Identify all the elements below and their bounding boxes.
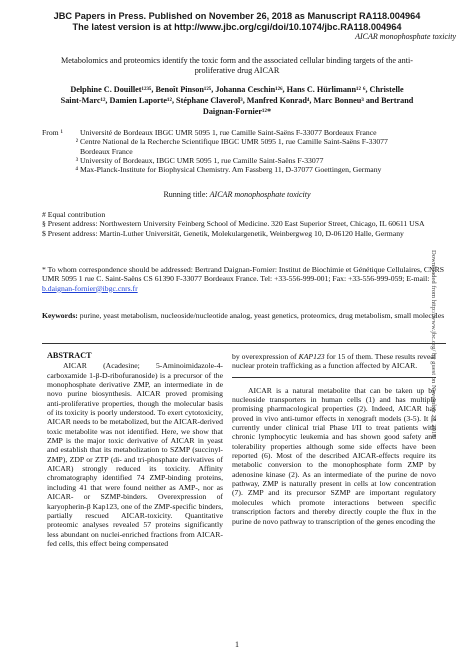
affiliation-3-text: University of Bordeaux, IBGC UMR 5095 1, rue Camille Saint-Saëns F-33077 [80, 155, 324, 165]
abstract-continuation [232, 352, 436, 371]
journal-banner [0, 11, 474, 33]
banner-line-2[interactable]: The latest version is at http://www.jbc.org/cgi/doi/10.1074/jbc.RA118.004964 [72, 22, 402, 32]
correspondence [42, 265, 446, 293]
author-notes [42, 210, 446, 238]
affiliation-1 [42, 128, 442, 137]
authors-line-2: Saint-Marc¹², Damien Laporte¹², Stéphane Claverol³, Manfred Konrad⁴, Marc Bonneu³ and Bertrand [60, 96, 414, 105]
introduction-paragraph: AICAR is a natural metabolite that can be taken up by nucleoside transporters in human cells (1) and has multiple promising pharmacological properties (2). Indeed, AICAR has proved in vivo anti-tumor effects in xenograft models (3-5). It is currently under clinical trial Phase I/II to treat patients with chronic lymphocytic leukemia and has shown good safety and tolerability properties although some side effects have been reported (6). Most of the described AICAR-effects require its metabolic conversion to the monophosphate form ZMP by adenosine kinase (2). As an intermediate of the purine de novo pathway, ZMP is naturally present in cells at low concentration (7). ZMP and its precursor SZMP are important regulatory molecules which promote interactions between specific transcription factors and thereby directly couple the flux in the purine de novo pathway to transcription of the genes encoding the [232, 385, 436, 526]
note-equal-contribution: # Equal contribution [42, 210, 106, 219]
abstract-cont-a: by overexpression of [232, 352, 299, 361]
abstract-text: AICAR (Acadesine; 5-Aminoimidazole-4-carboxamide 1-β-D-ribofuranoside) is a precursor of the monophosphate derivative ZMP, an intermediate in de novo purine biosynthesis. AICAR proved promising anti-proliferative properties, though the molecular basis of its toxicity is poorly understood. To exert cytotoxicity, AICAR needs to be metabolized, but the AICAR-derived toxic metabolite was not identified. Here, we show that ZMP is the major toxic derivative of AICAR in yeast and establish that its metabolization to SZMP (succinyl-ZMP), ZDP or ZTP (di- and tri-phosphate derivatives of AICAR) strongly reduced its toxicity. Affinity chromatography identified 74 ZMP-binding proteins, including 41 that were found neither as AMP-, nor as AICAR- or SZMP-binders. Overexpression of karyopherin-β Kap123, one of the ZMP-specific binders, partially rescued AICAR-toxicity. Quantitative proteomic analyses revealed 57 proteins significantly less abundant on nuclei-enriched fractions from AICAR-fed cells, this effect being compensated [47, 361, 223, 548]
banner-line-1: JBC Papers in Press. Published on November 26, 2018 as Manuscript RA118.004964 [53, 11, 421, 21]
affiliation-1-text: Université de Bordeaux IBGC UMR 5095 1, rue Camille Saint-Saëns F-33077 Bordeaux France [80, 128, 377, 137]
authors-line-3: Daignan-Fornier¹²* [202, 107, 272, 116]
affiliation-2-label: ² [75, 137, 78, 147]
correspondence-email-link[interactable]: b.daignan-fornier@ibgc.cnrs.fr [42, 283, 138, 293]
correspondence-text: * To whom correspondence should be addressed: Bertrand Daignan-Fornier: Institut de Biochimie et Génétique Cellulaires, CNRS UMR 5095 1 rue C. Saint-Saëns CS 61390 F-33077 Bordeaux France. Tel: +33-556-999-001; Fax: +33-556-999-059; E-mail: [42, 265, 444, 284]
section-divider [42, 343, 446, 344]
download-side-note[interactable]: Downloaded from http://www.jbc.org/ by guest on November 27, 2018 [430, 250, 437, 438]
running-title [0, 190, 474, 199]
running-title-label: Running title: [163, 190, 210, 199]
affiliation-3 [42, 156, 442, 165]
affiliation-4-text: Max-Planck-Institute for Biophysical Chemistry. Am Fassberg 11, D-37077 Goettingen, Germany [80, 165, 382, 175]
gene-kap123: KAP123 [298, 352, 325, 361]
abstract-end-divider [232, 377, 436, 378]
body-right-column [232, 352, 436, 526]
affiliation-1-label: From ¹ [42, 128, 63, 137]
abstract-cont-b: for 15 of them. These results reveal nuclear protein trafficking as a function affected by AICAR. [232, 352, 436, 371]
authors-line-1: Delphine C. Douillet¹²³⁵, Benoît Pinson¹²⁵, Johanna Ceschin¹²⁶, Hans C. Hürlimann¹² ⁶, Christelle [70, 85, 404, 94]
affiliation-2b-text: Bordeaux France [80, 146, 133, 156]
affiliations [42, 128, 442, 174]
page-number: 1 [235, 640, 239, 649]
running-title-text: AICAR monophosphate toxicity [209, 190, 311, 199]
abstract [47, 351, 223, 548]
running-head-top: AICAR monophosphate toxicity [355, 32, 456, 41]
note-present-address-1: § Present address: Northwestern University Feinberg School of Medicine. 320 East Superior Street, Chicago, IL 60611 USA [42, 219, 425, 229]
affiliation-2b [42, 147, 442, 156]
author-list [30, 84, 444, 117]
keywords-text: purine, yeast metabolism, nucleoside/nucleotide analog, yeast genetics, proteomics, drug metabolism, small molecules [77, 311, 445, 320]
affiliation-3-label: ³ [75, 155, 78, 165]
paper-title [30, 56, 444, 76]
affiliation-indent [42, 147, 80, 156]
affiliation-2-text: Centre National de la Recherche Scientifique IBGC UMR 5095 1, rue Camille Saint-Saëns F-33077 [80, 137, 388, 147]
keywords-label: Keywords: [42, 311, 78, 320]
affiliation-2 [42, 137, 442, 146]
affiliation-4-label: ⁴ [75, 165, 78, 175]
affiliation-4 [42, 165, 442, 174]
title-line-1: Metabolomics and proteomics identify the toxic form and the associated cellular binding targets of the anti- [60, 56, 414, 65]
title-line-2: proliferative drug AICAR [194, 66, 280, 75]
note-present-address-2: $ Present address: Martin-Luther Universität, Genetik, Molekulargenetik, Weinbergweg 10, D-06120 Halle, Germany [42, 228, 404, 238]
abstract-heading: ABSTRACT [47, 351, 92, 360]
keywords [42, 311, 446, 320]
